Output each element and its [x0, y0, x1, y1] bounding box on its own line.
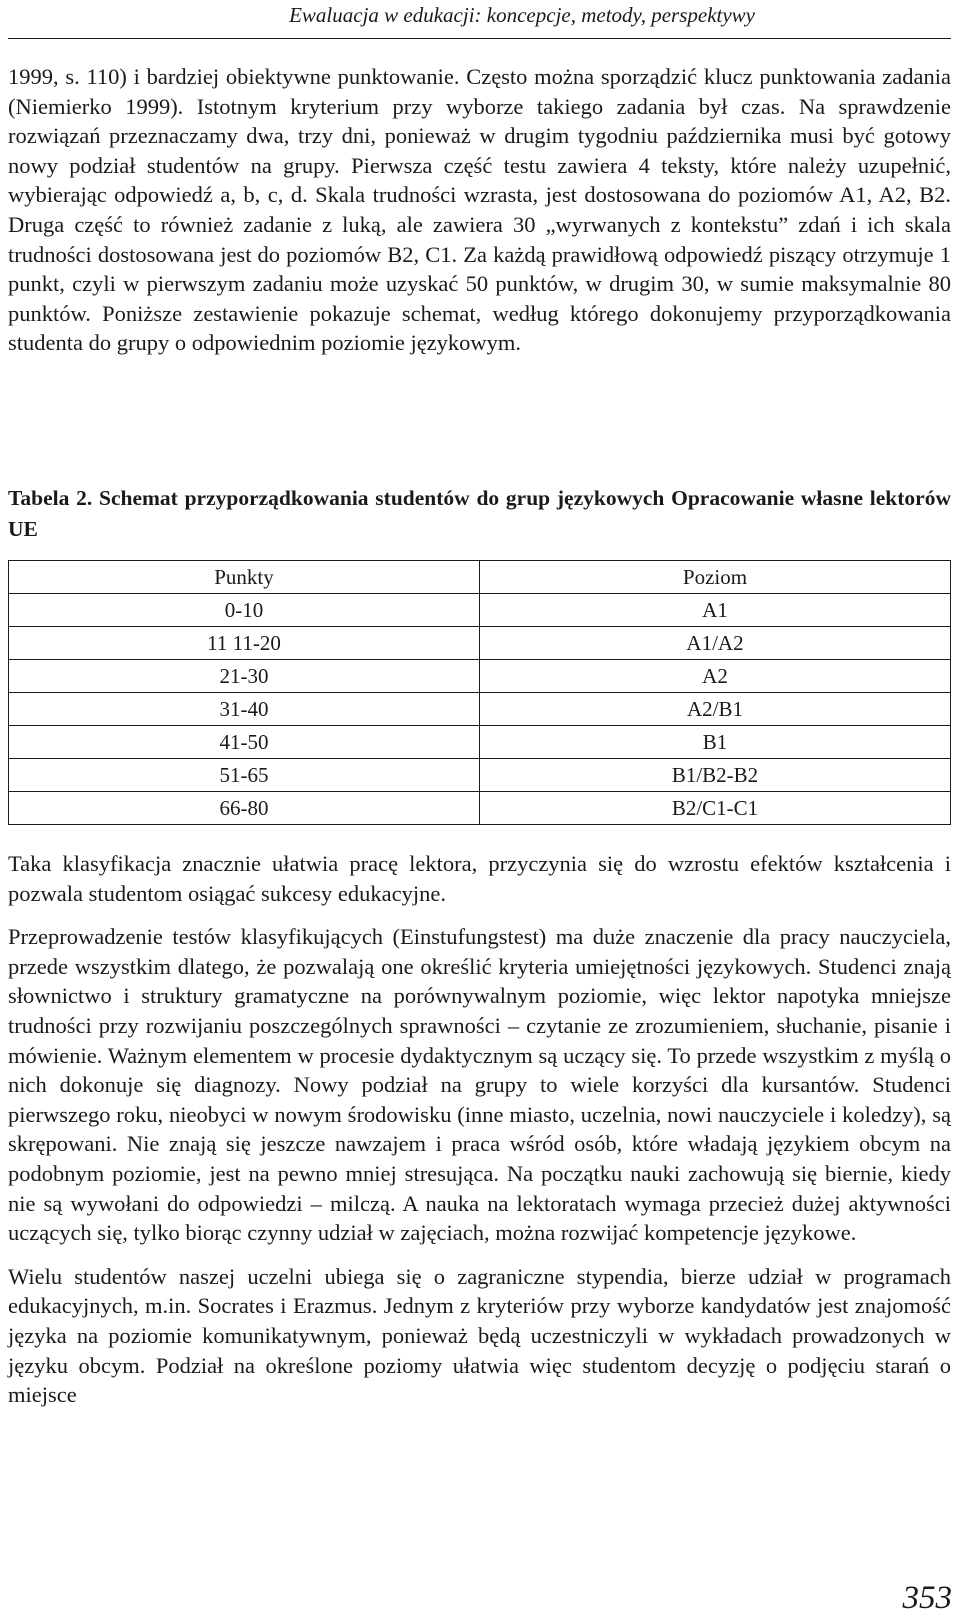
cell-points: 66-80 [9, 792, 480, 825]
cell-level: B1 [480, 726, 951, 759]
cell-points: 41-50 [9, 726, 480, 759]
level-assignment-table [8, 560, 951, 825]
cell-points: 51-65 [9, 759, 480, 792]
paragraph-intro: 1999, s. 110) i bardziej obiektywne punktowanie. Często można sporządzić klucz punktowania zadania (Niemierko 1999). Istotnym kryterium przy wyborze takiego zadania był czas. Na sprawdzenie rozwiązań przeznaczamy dwa, trzy dni, ponieważ w drugim tygodniu października musi być gotowy nowy podział studentów na grupy. Pierwsza część testu zawiera 4 teksty, które należy uzupełnić, wybierając odpowiedź a, b, c, d. Skala trudności wzrasta, jest dostosowana do poziomów A1, A2, B2. Druga część to również zadanie z luką, ale zawiera 30 „wyrwanych z kontekstu” zdań i ich skala trudności dostosowana jest do poziomów B2, C1. Za każdą prawidłową odpowiedź piszący otrzymuje 1 punkt, czyli w pierwszym zadaniu może uzyskać 50 punktów, w drugim 30, w sumie maksymalnie 80 punktów. Poniższe zestawienie pokazuje schemat, według którego dokonujemy przyporządkowania studenta do grupy o odpowiednim poziomie językowym. [8, 64, 951, 356]
table-row [9, 660, 951, 693]
table-caption-text: Schemat przyporządkowania studentów do grup językowych Opracowanie własne lektorów UE [8, 486, 951, 541]
table-header-row [9, 561, 951, 594]
column-header-level: Poziom [480, 561, 951, 594]
table-row [9, 627, 951, 660]
table-row [9, 693, 951, 726]
cell-level: B1/B2-B2 [480, 759, 951, 792]
cell-points: 11 11-20 [9, 627, 480, 660]
paragraph-scholarships: Wielu studentów naszej uczelni ubiega się o zagraniczne stypendia, bierze udział w programach edukacyjnych, m.in. Socrates i Erazmus. Jednym z kryteriów przy wyborze kandydatów jest znajomość języka na poziomie komunikatywnym, ponieważ będą uczestniczyli w wykładach prowadzonych w języku obcym. Podział na określone poziomy ułatwia więc studentom decyzję o podjęciu starań o miejsce [8, 1263, 951, 1408]
column-header-points: Punkty [9, 561, 480, 594]
cell-points: 0-10 [9, 594, 480, 627]
header-rule [8, 38, 951, 39]
paragraph-classification: Taka klasyfikacja znacznie ułatwia pracę lektora, przyczynia się do wzrostu efektów kształcenia i pozwala studentom osiągać sukcesy edukacyjne. [8, 851, 951, 906]
table-row [9, 792, 951, 825]
running-header: Ewaluacja w edukacji: koncepcje, metody, perspektywy [289, 3, 755, 27]
table-row [9, 594, 951, 627]
cell-points: 21-30 [9, 660, 480, 693]
cell-level: A2/B1 [480, 693, 951, 726]
cell-level: A1/A2 [480, 627, 951, 660]
main-text-block [8, 849, 951, 1424]
paragraph-placement-tests: Przeprowadzenie testów klasyfikujących (Einstufungstest) ma duże znaczenie dla pracy nauczyciela, przede wszystkim dlatego, że pozwalają one określić kryteria umiejętności językowych. Studenci znają słownictwo i struktury gramatyczne na porównywalnym poziomie, więc lektor napotyka mniejsze trudności przy rozwijaniu poszczególnych sprawności – czytanie ze zrozumieniem, słuchanie, pisanie i mówienie. Ważnym elementem w procesie dydaktycznym są uczący się. To przede wszystkim z myślą o nich dokonuje się diagnozy. Nowy podział na grupy to wiele korzyści dla kursantów. Studenci pierwszego roku, nieobyci w nowym środowisku (inne miasto, uczelnia, nowi nauczyciele i koledzy), są skrępowani. Nie znają się jeszcze nawzajem i praca wśród osób, które władają językiem obcym na podobnym poziomie, jest na pewno mniej stresująca. Na początku nauki zachowują się biernie, kiedy nie są wywołani do odpowiedzi – milczą. A nauka na lektoratach wymaga przecież dużej aktywności uczących się, tylko biorąc czynny udział w zajęciach, można rozwijać kompetencje językowe. [8, 924, 951, 1246]
cell-level: A1 [480, 594, 951, 627]
intro-text-block [8, 62, 951, 358]
table-row [9, 726, 951, 759]
cell-level: A2 [480, 660, 951, 693]
page-number: 353 [902, 1580, 952, 1616]
table-caption-label: Tabela 2. [8, 486, 93, 510]
cell-level: B2/C1-C1 [480, 792, 951, 825]
table-row [9, 759, 951, 792]
table-caption [8, 483, 951, 545]
cell-points: 31-40 [9, 693, 480, 726]
